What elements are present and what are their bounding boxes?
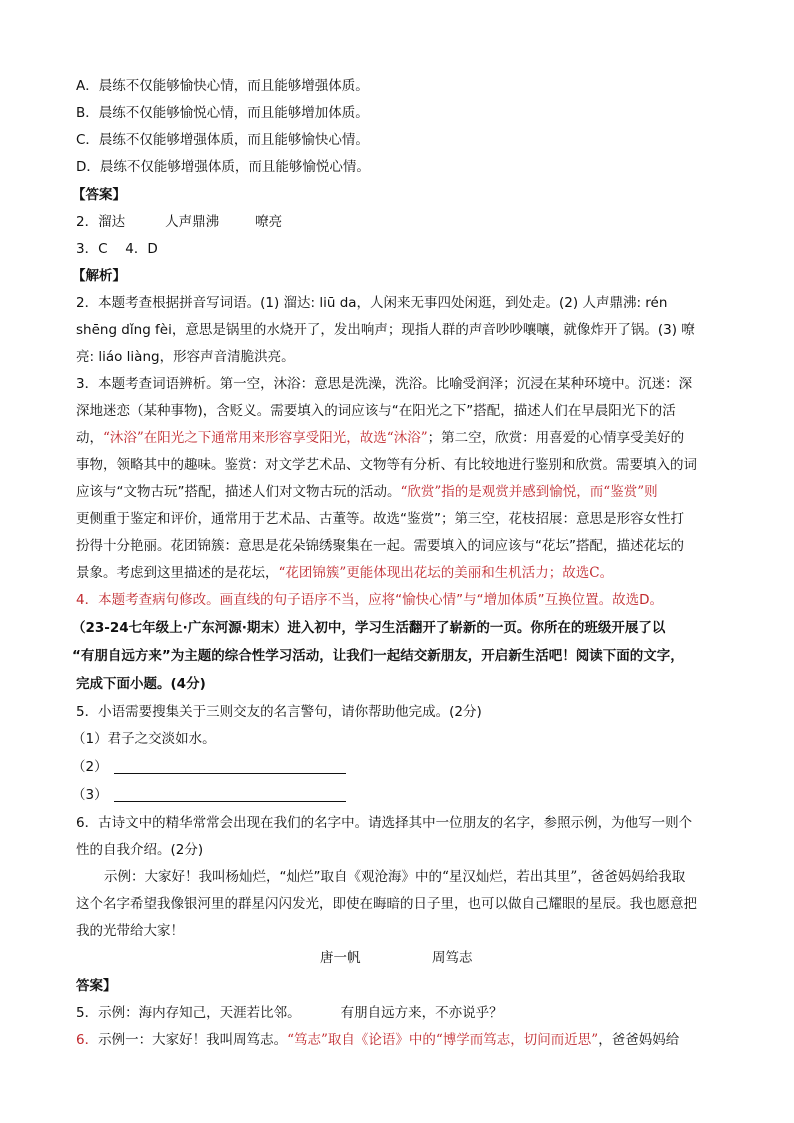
q6-example-line2: 这个名字希望我像银河里的群星闪闪发光，即使在晦暗的日子里，也可以做自己耀眼的星辰。我也愿意把: [76, 896, 697, 912]
q6-name-2: 周笃志: [432, 950, 473, 966]
analysis-q3-line5: [76, 483, 658, 501]
answer-q2-a: 2．溜达: [76, 214, 126, 230]
answer2-q6: [76, 1031, 679, 1049]
analysis-q3-line3: [76, 429, 684, 447]
analysis-q2-line3: 亮: liáo liàng，形容声音清脆洪亮。: [76, 349, 295, 365]
analysis-q3-line1: 3．本题考查词语辨析。第一空，沐浴：意思是洗澡，洗浴。比喻受润泽；沉浸在某种环境中。沉迷：深: [76, 376, 693, 392]
q6-line2: 性的自我介绍。(2分): [76, 842, 204, 858]
q6-name-1: 唐一帆: [320, 950, 361, 966]
q6-line1: 6．古诗文中的精华常常会出现在我们的名字中。请选择其中一位朋友的名字，参照示例，为他写一则个: [76, 815, 693, 831]
analysis-q3-line6: 更侧重于鉴定和评价，通常用于艺术品、古董等。故选“鉴赏”；第三空，花枝招展：意思是形容女性打: [76, 511, 684, 527]
analysis-q3-line3-c: ；第二空，欣赏：用喜爱的心情享受美好的: [427, 430, 685, 446]
analysis-q3-line7: 扮得十分艳丽。花团锦簇：意思是花朵锦绣聚集在一起。需要填入的词应该与“花坛”搭配，描述花坛的: [76, 538, 684, 554]
analysis-q3-line2: 深地迷恋（某种事物)，含贬义。需要填入的词应该与“在阳光之下”搭配，描述人们在早晨阳光下的活: [76, 403, 676, 419]
intro-line3: 完成下面小题。(4分): [76, 676, 206, 692]
q6-example-line3: 我的光带给大家！: [76, 923, 184, 939]
q5-item2: [72, 758, 346, 776]
answer-heading: 【答案】: [72, 187, 126, 203]
q5-item1: （1）君子之交淡如水。: [72, 731, 216, 747]
answer-q2-c: 嘹亮: [255, 214, 283, 230]
analysis-q3-line3-a: 动，: [76, 430, 103, 446]
analysis-q3-line4: 事物，领略其中的趣味。鉴赏：对文学艺术品、文物等有分析、有比较地进行鉴别和欣赏。需要填入的词: [76, 457, 697, 473]
answer2-q5-b: 有朋自远方来，不亦说乎？: [340, 1005, 503, 1021]
q6-example-line1-a: 示例：大家好！我叫杨灿烂，“灿烂”取自: [104, 869, 348, 885]
q5-item3-answer-line[interactable]: [114, 788, 346, 802]
answer2-q5-a: 5．示例：海内存知己，天涯若比邻。: [76, 1005, 301, 1021]
analysis-q3-line3-red: “沐浴”在阳光之下通常用来形容享受阳光，故选“沐浴”: [103, 430, 428, 446]
analysis-q3-line5-red: “欣赏”指的是观赏并感到愉悦，而“鉴赏”则: [400, 484, 658, 500]
analysis-q4: 4．本题考查病句修改。画直线的句子语序不当，应将“愉快心情”与“增加体质”互换位置。故选D。: [76, 592, 663, 608]
q6-example-line1-b: 《观沧海》中的“星汉灿烂，若出其里”: [347, 869, 578, 885]
option-a: A．晨练不仅能够愉快心情，而且能够增强体质。: [76, 78, 369, 94]
analysis-q3-line8-a: 景象。考虑到这里描述的是花坛，: [76, 565, 279, 581]
answer2-q5: [76, 1004, 503, 1022]
option-d: D．晨练不仅能够增强体质，而且能够愉悦心情。: [76, 159, 370, 175]
q6-example-line1: [104, 868, 685, 886]
q5-item2-answer-line[interactable]: [114, 760, 346, 774]
option-c: C．晨练不仅能够增强体质，而且能够愉快心情。: [76, 132, 369, 148]
answer2-q6-a: 示例一：大家好！我叫周笃志。: [98, 1032, 288, 1048]
analysis-q3-line5-a: 应该与“文物古玩”搭配，描述人们对文物古玩的活动。: [76, 484, 401, 500]
answer-q2: [76, 213, 282, 231]
answer-q3-q4: 3．C 4．D: [76, 241, 158, 257]
q5-item3-label: （3）: [72, 787, 108, 803]
analysis-q3-line8: [76, 564, 613, 582]
q5-item2-label: （2）: [72, 759, 108, 775]
answer-q2-b: 人声鼎沸: [165, 214, 220, 230]
intro-line1: （23-24七年级上·广东河源·期末）进入初中，学习生活翻开了崭新的一页。你所在的班级开展了以: [72, 620, 666, 636]
analysis-heading: 【解析】: [72, 268, 126, 284]
intro-line2: “有朋自远方来”为主题的综合性学习活动，让我们一起结交新朋友，开启新生活吧！阅读下面的文字，: [72, 648, 684, 664]
q5-item3: [72, 786, 346, 804]
analysis-q3-line8-red: “花团锦簇”更能体现出花坛的美丽和生机活力；故选C。: [278, 565, 614, 581]
analysis-q2-line2: shēng dǐng fèi，意思是锅里的水烧开了，发出响声；现指人群的声音吵吵嚷嚷，就像炸开了锅。(3) 嘹: [76, 322, 695, 338]
option-b: B．晨练不仅能够愉悦心情，而且能够增加体质。: [76, 105, 369, 121]
answer2-q6-num: 6．: [76, 1032, 99, 1048]
q5-stem: 5．小语需要搜集关于三则交友的名言警句，请你帮助他完成。(2分): [76, 704, 482, 720]
answer2-q6-c: ，爸爸妈妈给: [598, 1032, 680, 1048]
answer2-heading: 答案】: [76, 978, 117, 994]
answer2-q6-red: “笃志”取自《论语》中的“博学而笃志，切问而近思”: [287, 1032, 599, 1048]
q6-example-line1-c: ，爸爸妈妈给我取: [577, 869, 686, 885]
analysis-q2-line1: 2．本题考查根据拼音写词语。(1) 溜达: liū da，人闲来无事四处闲逛，到处走。(2) 人声鼎沸: rén: [76, 295, 668, 311]
